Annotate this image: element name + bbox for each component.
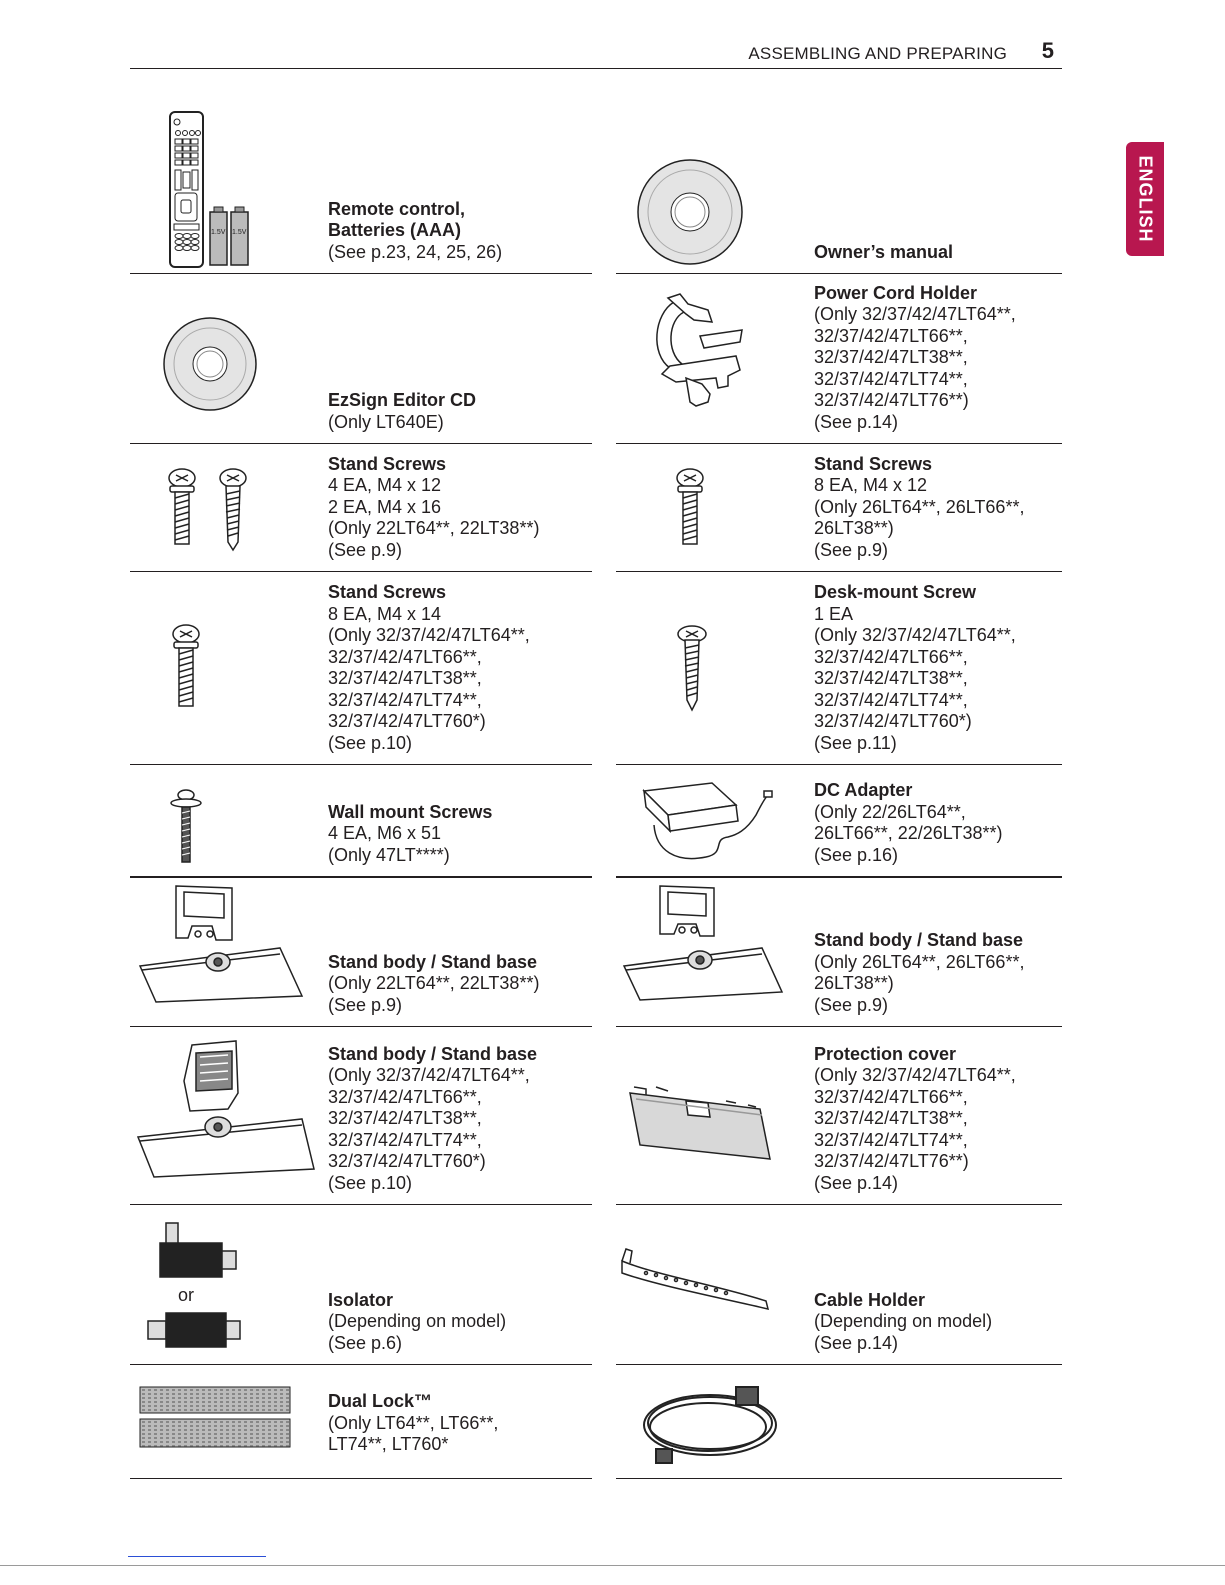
screws-icon (130, 444, 320, 571)
accessory-item (130, 1365, 592, 1479)
item-title: DC Adapter (814, 780, 913, 800)
accessory-item (616, 274, 1062, 444)
cable-holder-icon (616, 1205, 806, 1364)
item-title: Desk-mount Screw (814, 582, 977, 602)
accessory-item (616, 878, 1062, 1027)
accessory-item (616, 444, 1062, 572)
cd-icon (616, 100, 806, 273)
cord-holder-icon (616, 274, 806, 443)
item-description: (Only 22LT64**, 22LT38**) (See p.9) (328, 973, 540, 1015)
accessory-item (130, 765, 592, 878)
stand-large-icon (130, 1027, 320, 1204)
battery-label: 1.5V (232, 229, 247, 236)
item-description: 4 EA, M6 x 51 (Only 47LT****) (328, 823, 450, 865)
cd-icon (130, 274, 320, 443)
item-title: EzSign Editor CD (328, 390, 476, 410)
page-number: 5 (1041, 38, 1054, 63)
page-header (130, 38, 1062, 69)
item-description: (Only 32/37/42/47LT64**, 32/37/42/47LT66**, 32/37/42/47LT38**, 32/37/42/47LT74**, 32/37/42/47LT76**) (See p.14) (814, 304, 1016, 432)
adapter-icon (616, 765, 806, 876)
power-cord-icon (616, 1365, 806, 1478)
accessory-item (130, 1205, 592, 1365)
accessory-item (130, 878, 592, 1027)
item-title: Stand body / Stand base (814, 930, 1024, 950)
item-description: 4 EA, M4 x 12 2 EA, M4 x 16 (Only 22LT64**, 22LT38**) (See p.9) (328, 475, 540, 560)
footer-link-line (128, 1556, 266, 1557)
or-label: or (178, 1285, 195, 1305)
screw-icon (616, 444, 806, 571)
accessory-item (130, 572, 592, 765)
wall-screw-icon (130, 765, 320, 876)
item-title: Stand Screws (328, 582, 447, 602)
accessory-item (130, 1027, 592, 1205)
accessory-item (616, 1027, 1062, 1205)
item-title: Stand body / Stand base (328, 951, 538, 972)
item-title: Cable Holder (814, 1289, 926, 1310)
accessory-column-right (616, 100, 1062, 1479)
remote-control-icon (130, 100, 320, 273)
battery-label: 1.5V (211, 229, 226, 236)
item-description: (Only LT640E) (328, 411, 444, 432)
item-description: (Only 22/26LT64**, 26LT66**, 22/26LT38**) (See p.16) (814, 801, 1003, 865)
item-title: Stand body / Stand base (328, 1043, 538, 1064)
screw-icon (130, 572, 320, 764)
item-title: Isolator (328, 1289, 394, 1310)
language-tab-label: ENGLISH (1135, 155, 1156, 243)
protection-cover-icon (616, 1027, 806, 1204)
stand-icon (616, 878, 806, 1026)
language-tab (1126, 142, 1164, 256)
accessory-item (130, 444, 592, 572)
item-description: (Depending on model) (See p.6) (328, 1311, 507, 1353)
footer-rule (0, 1565, 1225, 1566)
accessory-item (616, 765, 1062, 878)
dual-lock-icon (130, 1365, 320, 1478)
accessory-item (130, 100, 592, 274)
accessory-item (130, 274, 592, 444)
accessory-item (616, 100, 1062, 274)
accessory-item (616, 1205, 1062, 1365)
item-description: (Only 32/37/42/47LT64**, 32/37/42/47LT66**, 32/37/42/47LT38**, 32/37/42/47LT74**, 32/37/42/47LT76**) (See p.14) (814, 1065, 1016, 1193)
item-description: 8 EA, M4 x 14 (Only 32/37/42/47LT64**, 32/37/42/47LT66**, 32/37/42/47LT38**, 32/37/42/47LT74**, 32/37/42/47LT760*) (See p.10) (328, 603, 530, 753)
item-description: (See p.23, 24, 25, 26) (328, 241, 503, 262)
item-title: Wall mount Screws (328, 801, 493, 822)
item-description: (Only LT64**, LT66**, LT74**, LT760* (328, 1412, 499, 1454)
accessory-item (616, 572, 1062, 765)
tapping-screw-icon (616, 572, 806, 764)
battery-icon (210, 207, 248, 265)
item-title: Stand Screws (328, 453, 447, 474)
isolator-icon (130, 1205, 320, 1364)
item-title: Power Cord Holder (814, 282, 978, 303)
item-description: (Only 32/37/42/47LT64**, 32/37/42/47LT66**, 32/37/42/47LT38**, 32/37/42/47LT74**, 32/37/42/47LT760*) (See p.10) (328, 1065, 530, 1193)
item-title: Owner’s manual (814, 241, 954, 262)
section-title: ASSEMBLING AND PREPARING (748, 44, 1007, 63)
item-title: Remote control, Batteries (AAA) (328, 198, 466, 240)
item-description: (Only 26LT64**, 26LT66**, 26LT38**) (See p.9) (814, 951, 1025, 1015)
accessory-column-left (130, 100, 592, 1479)
item-description: 8 EA, M4 x 12 (Only 26LT64**, 26LT66**, 26LT38**) (See p.9) (814, 475, 1025, 560)
item-title: Stand Screws (814, 453, 933, 474)
item-title: Protection cover (814, 1043, 957, 1064)
accessory-item (616, 1365, 1062, 1479)
item-title: Dual Lock™ (328, 1391, 433, 1411)
item-description: (Depending on model) (See p.14) (814, 1311, 993, 1353)
stand-icon (130, 878, 320, 1026)
item-description: 1 EA (Only 32/37/42/47LT64**, 32/37/42/47LT66**, 32/37/42/47LT38**, 32/37/42/47LT74**, 32/37/42/47LT760*) (See p.11) (814, 603, 1016, 753)
